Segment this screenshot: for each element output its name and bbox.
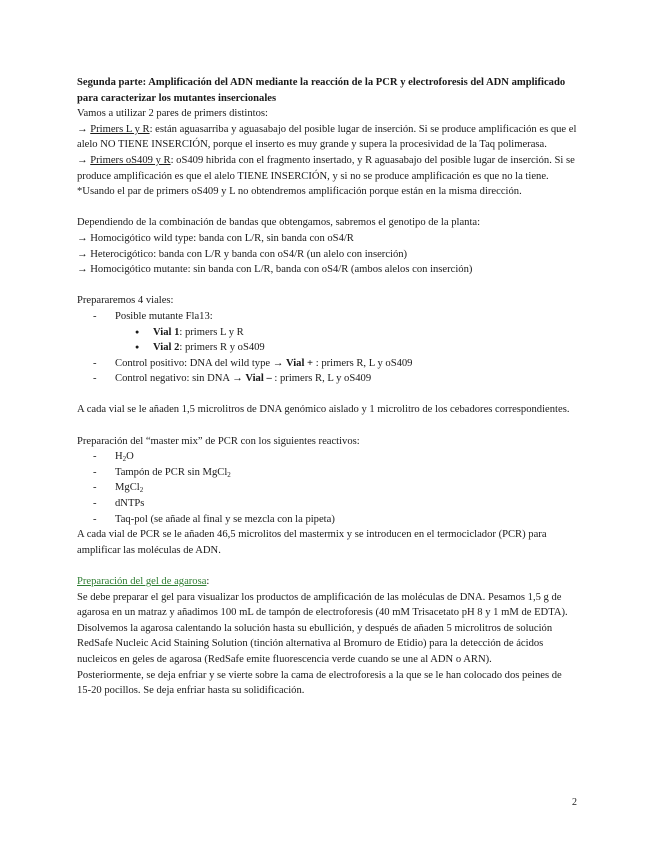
vial-add-paragraph: A cada vial se le añaden 1,5 microlitros de DNA genómico aislado y 1 microlitro de los cebadores correspondientes. <box>77 404 570 416</box>
list-item: - dNTPs <box>77 496 577 512</box>
genotype-item: → Homocigótico wild type: banda con L/R, sin banda con oS4/R <box>77 232 354 244</box>
gel-paragraph-2: Posteriormente, se deja enfriar y se vierte sobre la cama de electroforesis a la que se le han colocado dos peines de 15-20 pocillos. Se deja enfriar hasta su solidificación. <box>77 669 562 697</box>
mastermix-add-paragraph: A cada vial de PCR se le añaden 46,5 microlitos del mastermix y se introducen en el termociclador (PCR) para amplificar las moléculas de ADN. <box>77 529 547 556</box>
list-item: - Control positivo: DNA del wild type → Vial + : primers R, L y oS409 <box>77 356 577 372</box>
list-item: - Tampón de PCR sin MgCl$_2$ <box>77 465 577 481</box>
page-number: 2 <box>572 797 577 808</box>
vials-list <box>77 309 577 387</box>
list-item: ● Vial 1: primers L y R <box>115 325 577 341</box>
vials-intro: Prepararemos 4 viales: <box>77 295 174 307</box>
document-page <box>77 75 577 699</box>
primers-os409-label: Primers oS409 y R <box>90 154 171 166</box>
genotype-intro: Dependiendo de la combinación de bandas que obtengamos, sabremos el genotipo de la planta: <box>77 217 481 229</box>
list-item: - $H_2O$ <box>77 449 577 465</box>
gel-section-title: Preparación del gel de agarosa <box>77 576 207 587</box>
list-item: - Control negativo: sin DNA → Vial – : primers R, L y oS409 <box>77 371 577 387</box>
list-item: - Posible mutante Fla13: ● Vial 1: primers L y R ● Vial 2: primers R y oS409 <box>77 309 577 356</box>
primers-lr-label: Primers L y R <box>90 123 150 135</box>
genotype-item: → Heterocigótico: banda con L/R y banda con oS4/R (un alelo con inserción) <box>77 248 408 260</box>
gel-paragraph-1: Se debe preparar el gel para visualizar los productos de amplificación de las moléculas de DNA. Pesamos 1,5 g de agarosa en un matraz y añadimos 100 mL de tampón de electroforesis (40 mM Trisacetato pH 8 y 1 mM de EDTA). Disolvemos la agarosa calentando la solución hasta su ebullición, y después de añaden 5 microlitros de solución RedSafe Nucleic Acid Staining Solution (tinción alternativa al Bromuro de Etidio) para la detección de ácidos nucleicos en geles de agarosa (RedSafe emite fluorescencia verde cuando se une al ADN o ARN). <box>77 591 568 665</box>
list-item: - Taq-pol (se añade al final y se mezcla con la pipeta) <box>77 512 577 528</box>
genotype-item: → Homocigótico mutante: sin banda con L/R, banda con oS4/R (ambos alelos con inserción) <box>77 264 473 276</box>
primers-os409-paragraph: → Primers oS409 y R: oS409 hibrida con el fragmento insertado, y R aguasabajo del posible lugar de inserción. Si se produce amplificación es que el alelo TIENE INSERCIÓN, y si no se produce amplificación es que no la tiene. <box>77 154 575 182</box>
list-item: - MgCl$_2$ <box>77 480 577 496</box>
primers-note: *Usando el par de primers oS409 y L no obtendremos amplificación porque están en la misma dirección. <box>77 186 522 198</box>
reagents-list <box>77 449 577 527</box>
primers-intro: Vamos a utilizar 2 pares de primers distintos: <box>77 108 268 120</box>
gel-section: Preparación del gel de agarosa: <box>77 576 210 587</box>
list-item: ● Vial 2: primers R y oS409 <box>115 340 577 356</box>
mastermix-intro: Preparación del “master mix” de PCR con los siguientes reactivos: <box>77 435 360 447</box>
mutant-vials-list <box>115 325 577 356</box>
primers-lr-paragraph: → Primers L y R: están aguasarriba y aguasabajo del posible lugar de inserción. Si se produce amplificación es que el alelo NO TIENE INSERCIÓN, porque el inserto es muy grande y supera la procesividad de la Taq polimerasa. <box>77 123 577 151</box>
section-heading: Segunda parte: Amplificación del ADN mediante la reacción de la PCR y electroforesis del ADN amplificado para caracterizar los mutantes insercionales <box>77 77 566 104</box>
